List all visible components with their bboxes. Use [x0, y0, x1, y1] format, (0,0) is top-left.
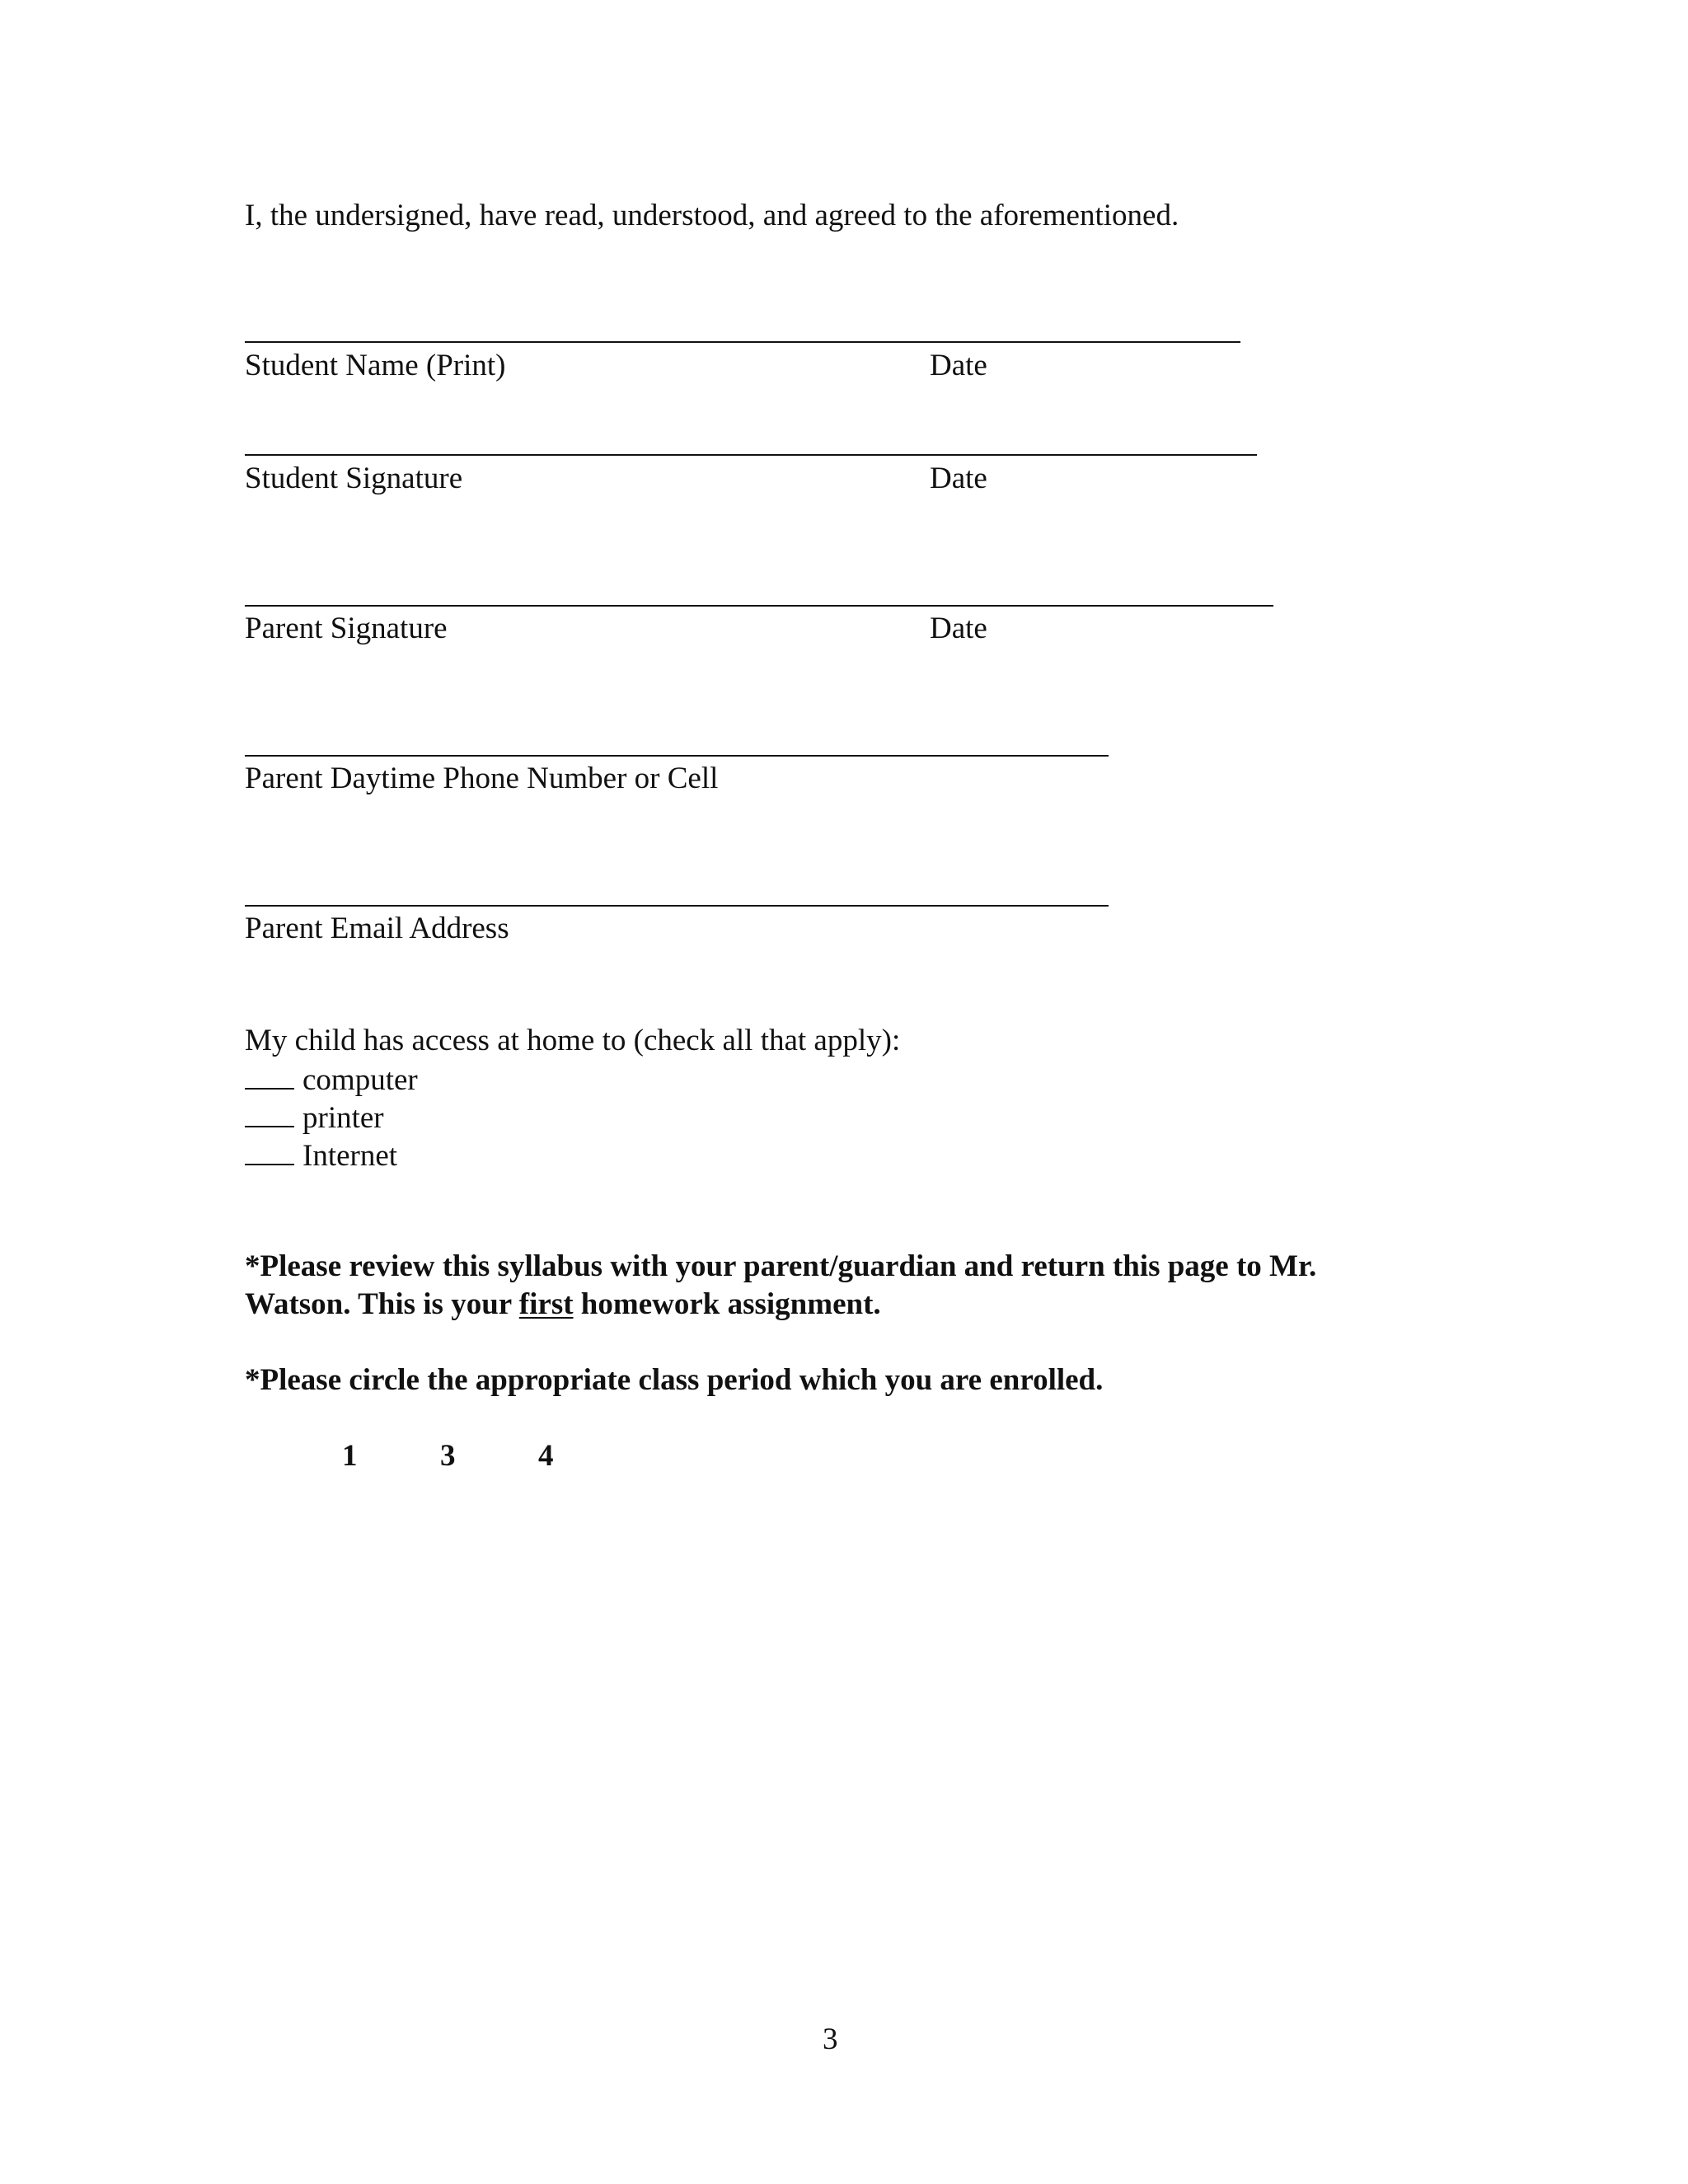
parent-signature-date-label: Date: [930, 612, 987, 645]
access-option-internet: [245, 1139, 397, 1171]
review-instruction-text: Watson. This is your: [245, 1287, 519, 1321]
student-name-date-label: Date: [930, 349, 987, 382]
agreement-statement: I, the undersigned, have read, understood, and agreed to the aforementioned.: [245, 199, 1179, 232]
parent-email-label: Parent Email Address: [245, 912, 509, 945]
home-access-prompt: My child has access at home to (check all that apply):: [245, 1024, 901, 1057]
student-signature-date-label: Date: [930, 462, 987, 495]
student-name-label: Student Name (Print): [245, 349, 506, 382]
class-period-option[interactable]: 3: [440, 1439, 456, 1473]
access-option-printer: [245, 1101, 384, 1133]
parent-phone-line[interactable]: [245, 755, 1109, 757]
student-name-signature-line[interactable]: [245, 341, 1240, 343]
parent-phone-label: Parent Daytime Phone Number or Cell: [245, 762, 719, 795]
access-option-computer: [245, 1063, 418, 1095]
class-period-option[interactable]: 4: [538, 1439, 554, 1473]
page-number: 3: [823, 2022, 838, 2056]
review-instruction-emphasis: first: [518, 1287, 574, 1321]
parent-email-line[interactable]: [245, 905, 1109, 907]
student-signature-label: Student Signature: [245, 462, 463, 495]
access-option-label: computer: [302, 1063, 418, 1097]
parent-signature-line[interactable]: [245, 605, 1273, 607]
review-instruction-text: homework assignment.: [573, 1287, 881, 1321]
access-option-label: Internet: [302, 1139, 398, 1173]
student-signature-line[interactable]: [245, 454, 1257, 456]
circle-period-instruction: *Please circle the appropriate class period which you are enrolled.: [245, 1363, 1104, 1397]
class-period-option[interactable]: 1: [342, 1439, 358, 1473]
checkbox-blank-printer[interactable]: [245, 1101, 294, 1127]
access-option-label: printer: [302, 1101, 384, 1135]
review-instruction-line2: [245, 1289, 881, 1319]
checkbox-blank-computer[interactable]: [245, 1063, 294, 1090]
review-instruction-line1: *Please review this syllabus with your parent/guardian and return this page to Mr.: [245, 1249, 1317, 1283]
parent-signature-label: Parent Signature: [245, 612, 448, 645]
checkbox-blank-internet[interactable]: [245, 1139, 294, 1165]
